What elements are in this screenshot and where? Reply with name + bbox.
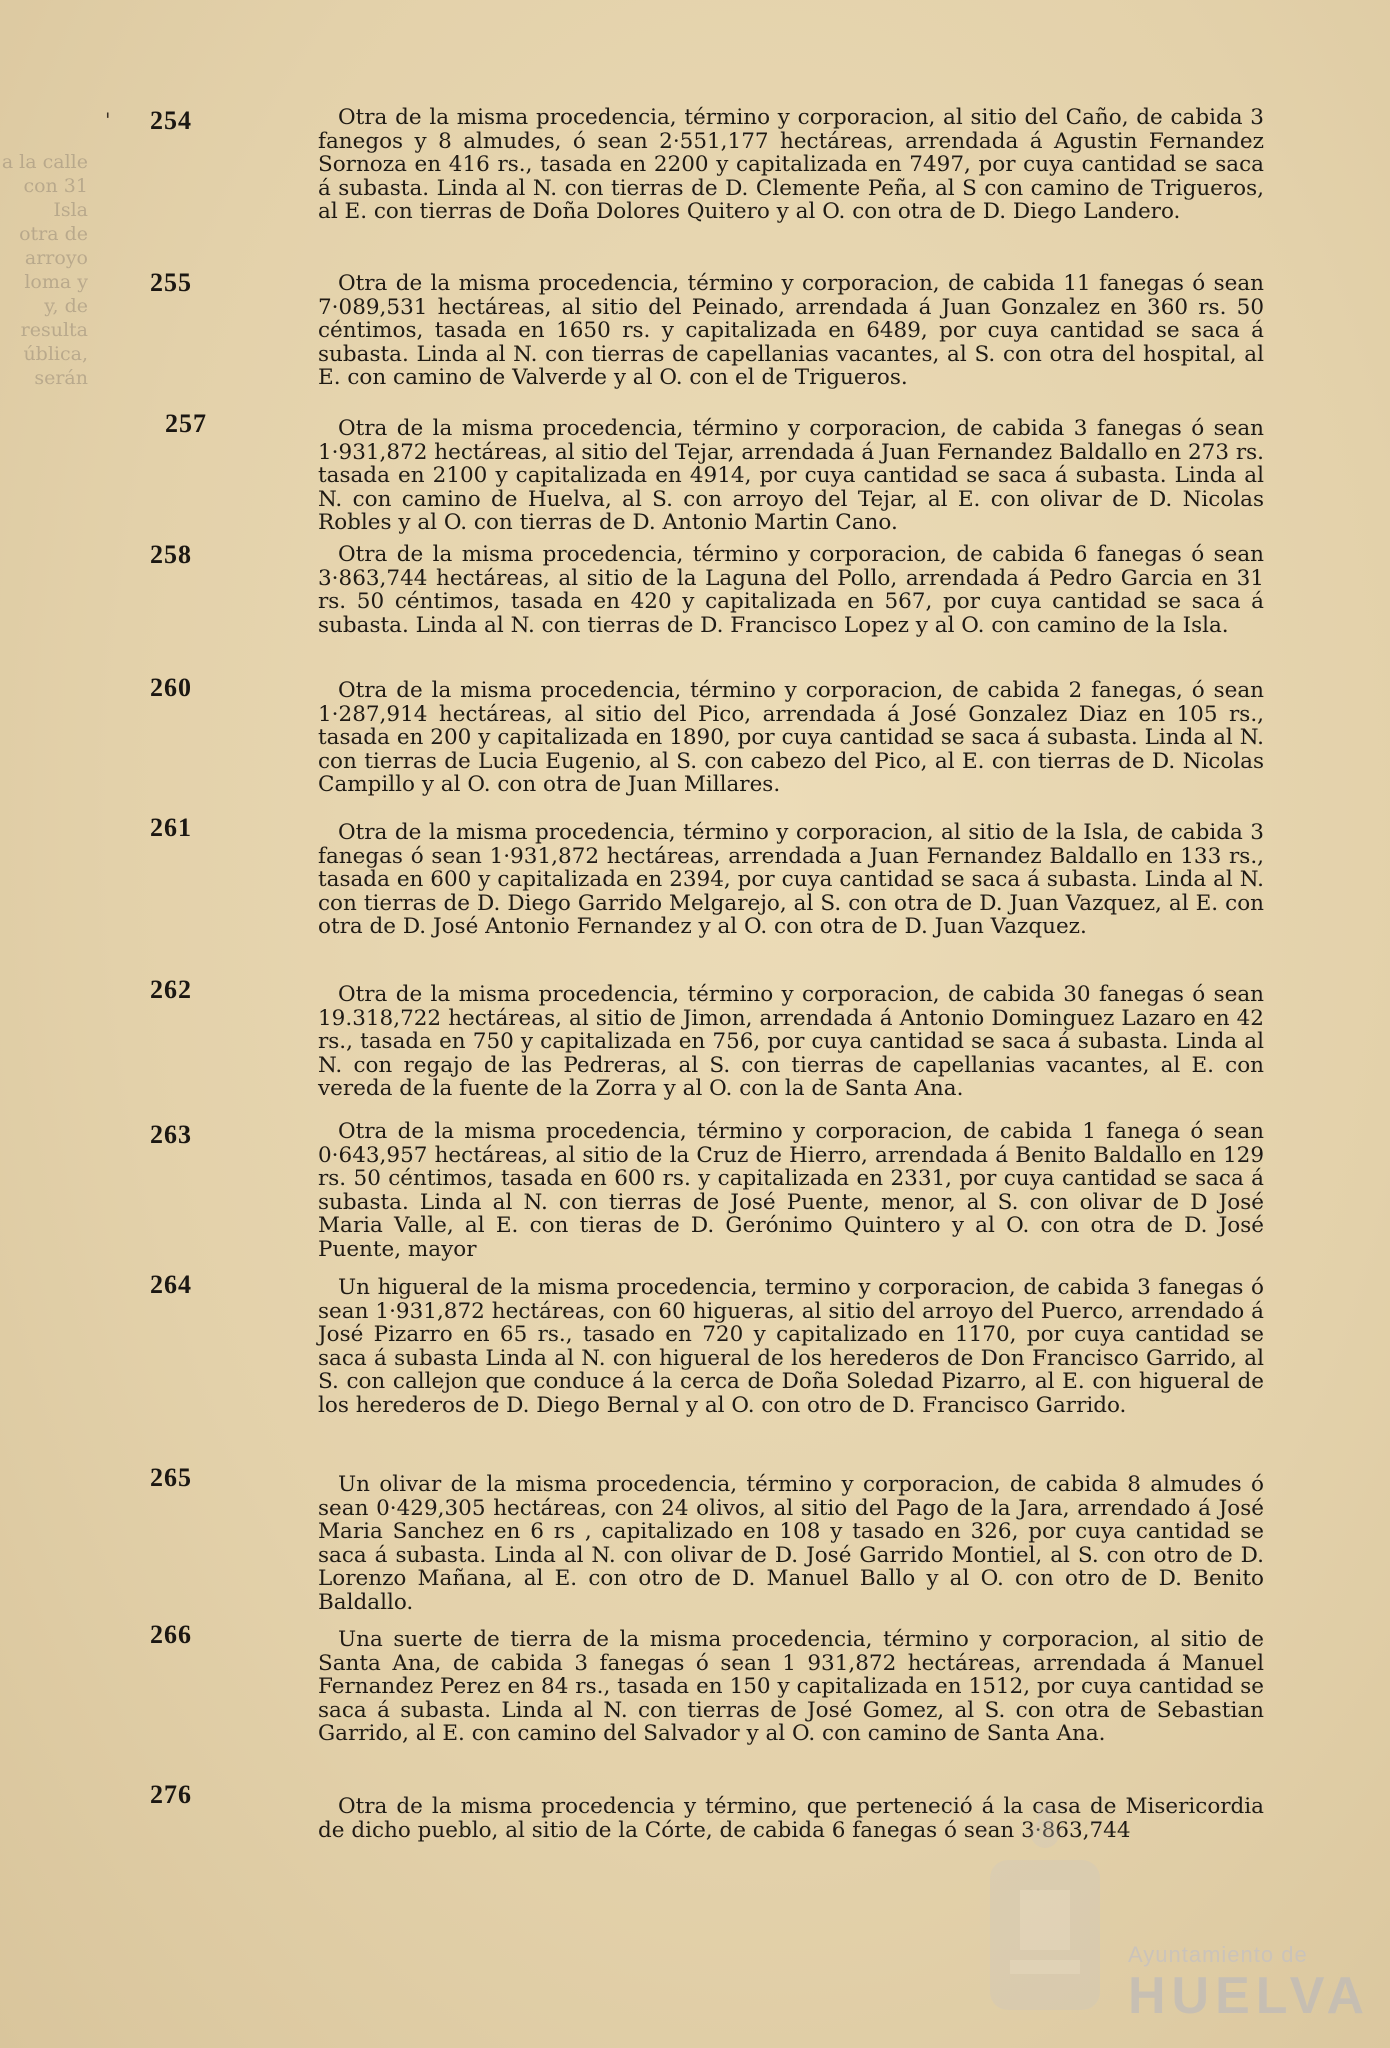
watermark-line1: Ayuntamiento de: [1128, 1942, 1308, 1967]
bleed-line: resulta: [20, 319, 88, 341]
entry-text: Otra de la misma procedencia, término y corporacion, al sitio del Caño, de cabida 3 fanegos y 8 almudes, ó sean 2·551,177 hectáreas, arrendada á Agustin Fernandez Sornoza en 416 rs., tasada en 2200 y capitalizada en 7497, por cuya cantidad se saca á subasta. Linda al N. con tierras de D. Clemente Peña, al S con camino de Trigueros, al E. con tierras de Doña Dolores Quitero y al O. con otra de D. Diego Landero.: [318, 105, 1264, 225]
entry-text: Otra de la misma procedencia y término, que perteneció á la casa de Misericordia de dicho pueblo, al sitio de la Córte, de cabida 6 fanegas ó sean 3·863,744: [318, 1794, 1264, 1843]
bleed-line: otra de: [19, 223, 88, 245]
entry-text: Un olivar de la misma procedencia, término y corporacion, de cabida 8 almudes ó sean 0·429,305 hectáreas, con 24 olivos, al sitio del Pago de la Jara, arrendado á José Maria Sanchez en 6 rs , capitalizado en 108 y tasado en 326, por cuya cantidad se saca á subasta. Linda al N. con olivar de D. José Garrido Montiel, al S. con otro de D. Lorenzo Mañana, al E. con otro de D. Manuel Ballo y al O. con otro de D. Benito Baldallo.: [318, 1472, 1264, 1615]
entry-text: Otra de la misma procedencia, término y corporacion, al sitio de la Isla, de cabida 3 fanegas ó sean 1·931,872 hectáreas, arrendada a Juan Fernandez Baldallo en 133 rs., tasada en 600 y capitalizada en 2394, por cuya cantidad se saca á subasta. Linda al N. con tierras de D. Diego Garrido Melgarejo, al S. con otra de D. Juan Vazquez, al E. con otra de D. José Antonio Fernandez y al O. con otra de D. Juan Vazquez.: [318, 820, 1264, 940]
watermark-line2: HUELVA: [1128, 1967, 1371, 2025]
entry-number: 265: [150, 1463, 192, 1492]
bleed-line: y, de: [44, 295, 88, 317]
entry-text: Otra de la misma procedencia, término y corporacion, de cabida 30 fanegas ó sean 19.318,722 hectáreas, al sitio de Jimon, arrendada á Antonio Dominguez Lazaro en 42 rs., tasada en 750 y capitalizada en 756, por cuya cantidad se saca á subasta. Linda al N. con regajo de las Pedreras, al S. con tierras de capellanias vacantes, al E. con vereda de la fuente de la Zorra y al O. con la de Santa Ana.: [318, 982, 1264, 1102]
entry-number: 266: [150, 1620, 192, 1649]
bleed-line: Isla: [53, 199, 88, 221]
entry-number: 258: [150, 540, 192, 569]
bleed-line: ública,: [23, 343, 88, 365]
bleed-line: arroyo: [24, 247, 88, 269]
entry-number: 254: [150, 106, 192, 135]
entry-number: 255: [150, 268, 192, 297]
entry-text: Otra de la misma procedencia, término y corporacion, de cabida 2 fanegas, ó sean 1·287,914 hectáreas, al sitio del Pico, arrendada á José Gonzalez Diaz en 105 rs., tasada en 200 y capitalizada en 1890, por cuya cantidad se saca á subasta. Linda al N. con tierras de Lucia Eugenio, al S. con cabezo del Pico, al E. con tierras de D. Nicolas Campillo y al O. con otra de Juan Millares.: [318, 678, 1264, 798]
entry-number: 261: [150, 813, 192, 842]
margin-mark: ': [105, 108, 111, 132]
entry-number: 264: [150, 1270, 192, 1299]
bleed-line: a la calle: [1, 151, 88, 173]
entry-number: 260: [150, 673, 192, 702]
bleed-line: loma y: [24, 271, 88, 293]
entry-number: 276: [150, 1780, 192, 1809]
entry-number: 262: [150, 975, 192, 1004]
entry-text: Otra de la misma procedencia, término y corporacion, de cabida 11 fanegas ó sean 7·089,531 hectáreas, al sitio del Peinado, arrendada á Juan Gonzalez en 360 rs. 50 céntimos, tasada en 1650 rs. y capitalizada en 6489, por cuya cantidad se saca á subasta. Linda al N. con tierras de capellanias vacantes, al S. con otra del hospital, al E. con camino de Valverde y al O. con el de Trigueros.: [318, 271, 1264, 391]
entry-text: Otra de la misma procedencia, término y corporacion, de cabida 3 fanegas ó sean 1·931,872 hectáreas, al sitio del Tejar, arrendada á Juan Fernandez Baldallo en 273 rs. tasada en 2100 y capitalizada en 4914, por cuya cantidad se saca á subasta. Linda al N. con camino de Huelva, al S. con arroyo del Tejar, al E. con olivar de D. Nicolas Robles y al O. con tierras de D. Antonio Martin Cano.: [318, 416, 1264, 536]
entry-number: 263: [150, 1120, 192, 1149]
bleed-through-text: [0, 150, 88, 390]
entry-text: Una suerte de tierra de la misma procedencia, término y corporacion, al sitio de Santa Ana, de cabida 3 fanegas ó sean 1 931,872 hectáreas, arrendada á Manuel Fernandez Perez en 84 rs., tasada en 150 y capitalizada en 1512, por cuya cantidad se saca á subasta. Linda al N. con tierras de José Gomez, al S. con otra de Sebastian Garrido, al E. con camino del Salvador y al O. con camino de Santa Ana.: [318, 1627, 1264, 1747]
entry-text: Otra de la misma procedencia, término y corporacion, de cabida 1 fanega ó sean 0·643,957 hectáreas, al sitio de la Cruz de Hierro, arrendada á Benito Baldallo en 129 rs. 50 céntimos, tasada en 600 rs. y capitalizada en 2331, por cuya cantidad se saca á subasta. Linda al N. con tierras de José Puente, menor, al S. con olivar de D José Maria Valle, al E. con tieras de D. Gerónimo Quintero y al O. con otra de D. José Puente, mayor: [318, 1119, 1264, 1262]
entry-number: 257: [165, 409, 207, 438]
entry-text: Otra de la misma procedencia, término y corporacion, de cabida 6 fanegas ó sean 3·863,744 hectáreas, al sitio de la Laguna del Pollo, arrendada á Pedro Garcia en 31 rs. 50 céntimos, tasada en 420 y capitalizada en 567, por cuya cantidad se saca á subasta. Linda al N. con tierras de D. Francisco Lopez y al O. con camino de la Isla.: [318, 542, 1264, 638]
entry-text: Un higueral de la misma procedencia, termino y corporacion, de cabida 3 fanegas ó sean 1·931,872 hectáreas, con 60 higueras, al sitio del arroyo del Puerco, arrendado á José Pizarro en 65 rs., tasado en 720 y capitalizado en 1170, por cuya cantidad se saca á subasta Linda al N. con higueral de los herederos de Don Francisco Garrido, al S. con callejon que conduce á la cerca de Doña Soledad Pizarro, al E. con higueral de los herederos de D. Diego Bernal y al O. con otro de D. Francisco Garrido.: [318, 1275, 1264, 1418]
bleed-line: con 31: [23, 175, 88, 197]
bleed-line: serán: [34, 367, 88, 389]
